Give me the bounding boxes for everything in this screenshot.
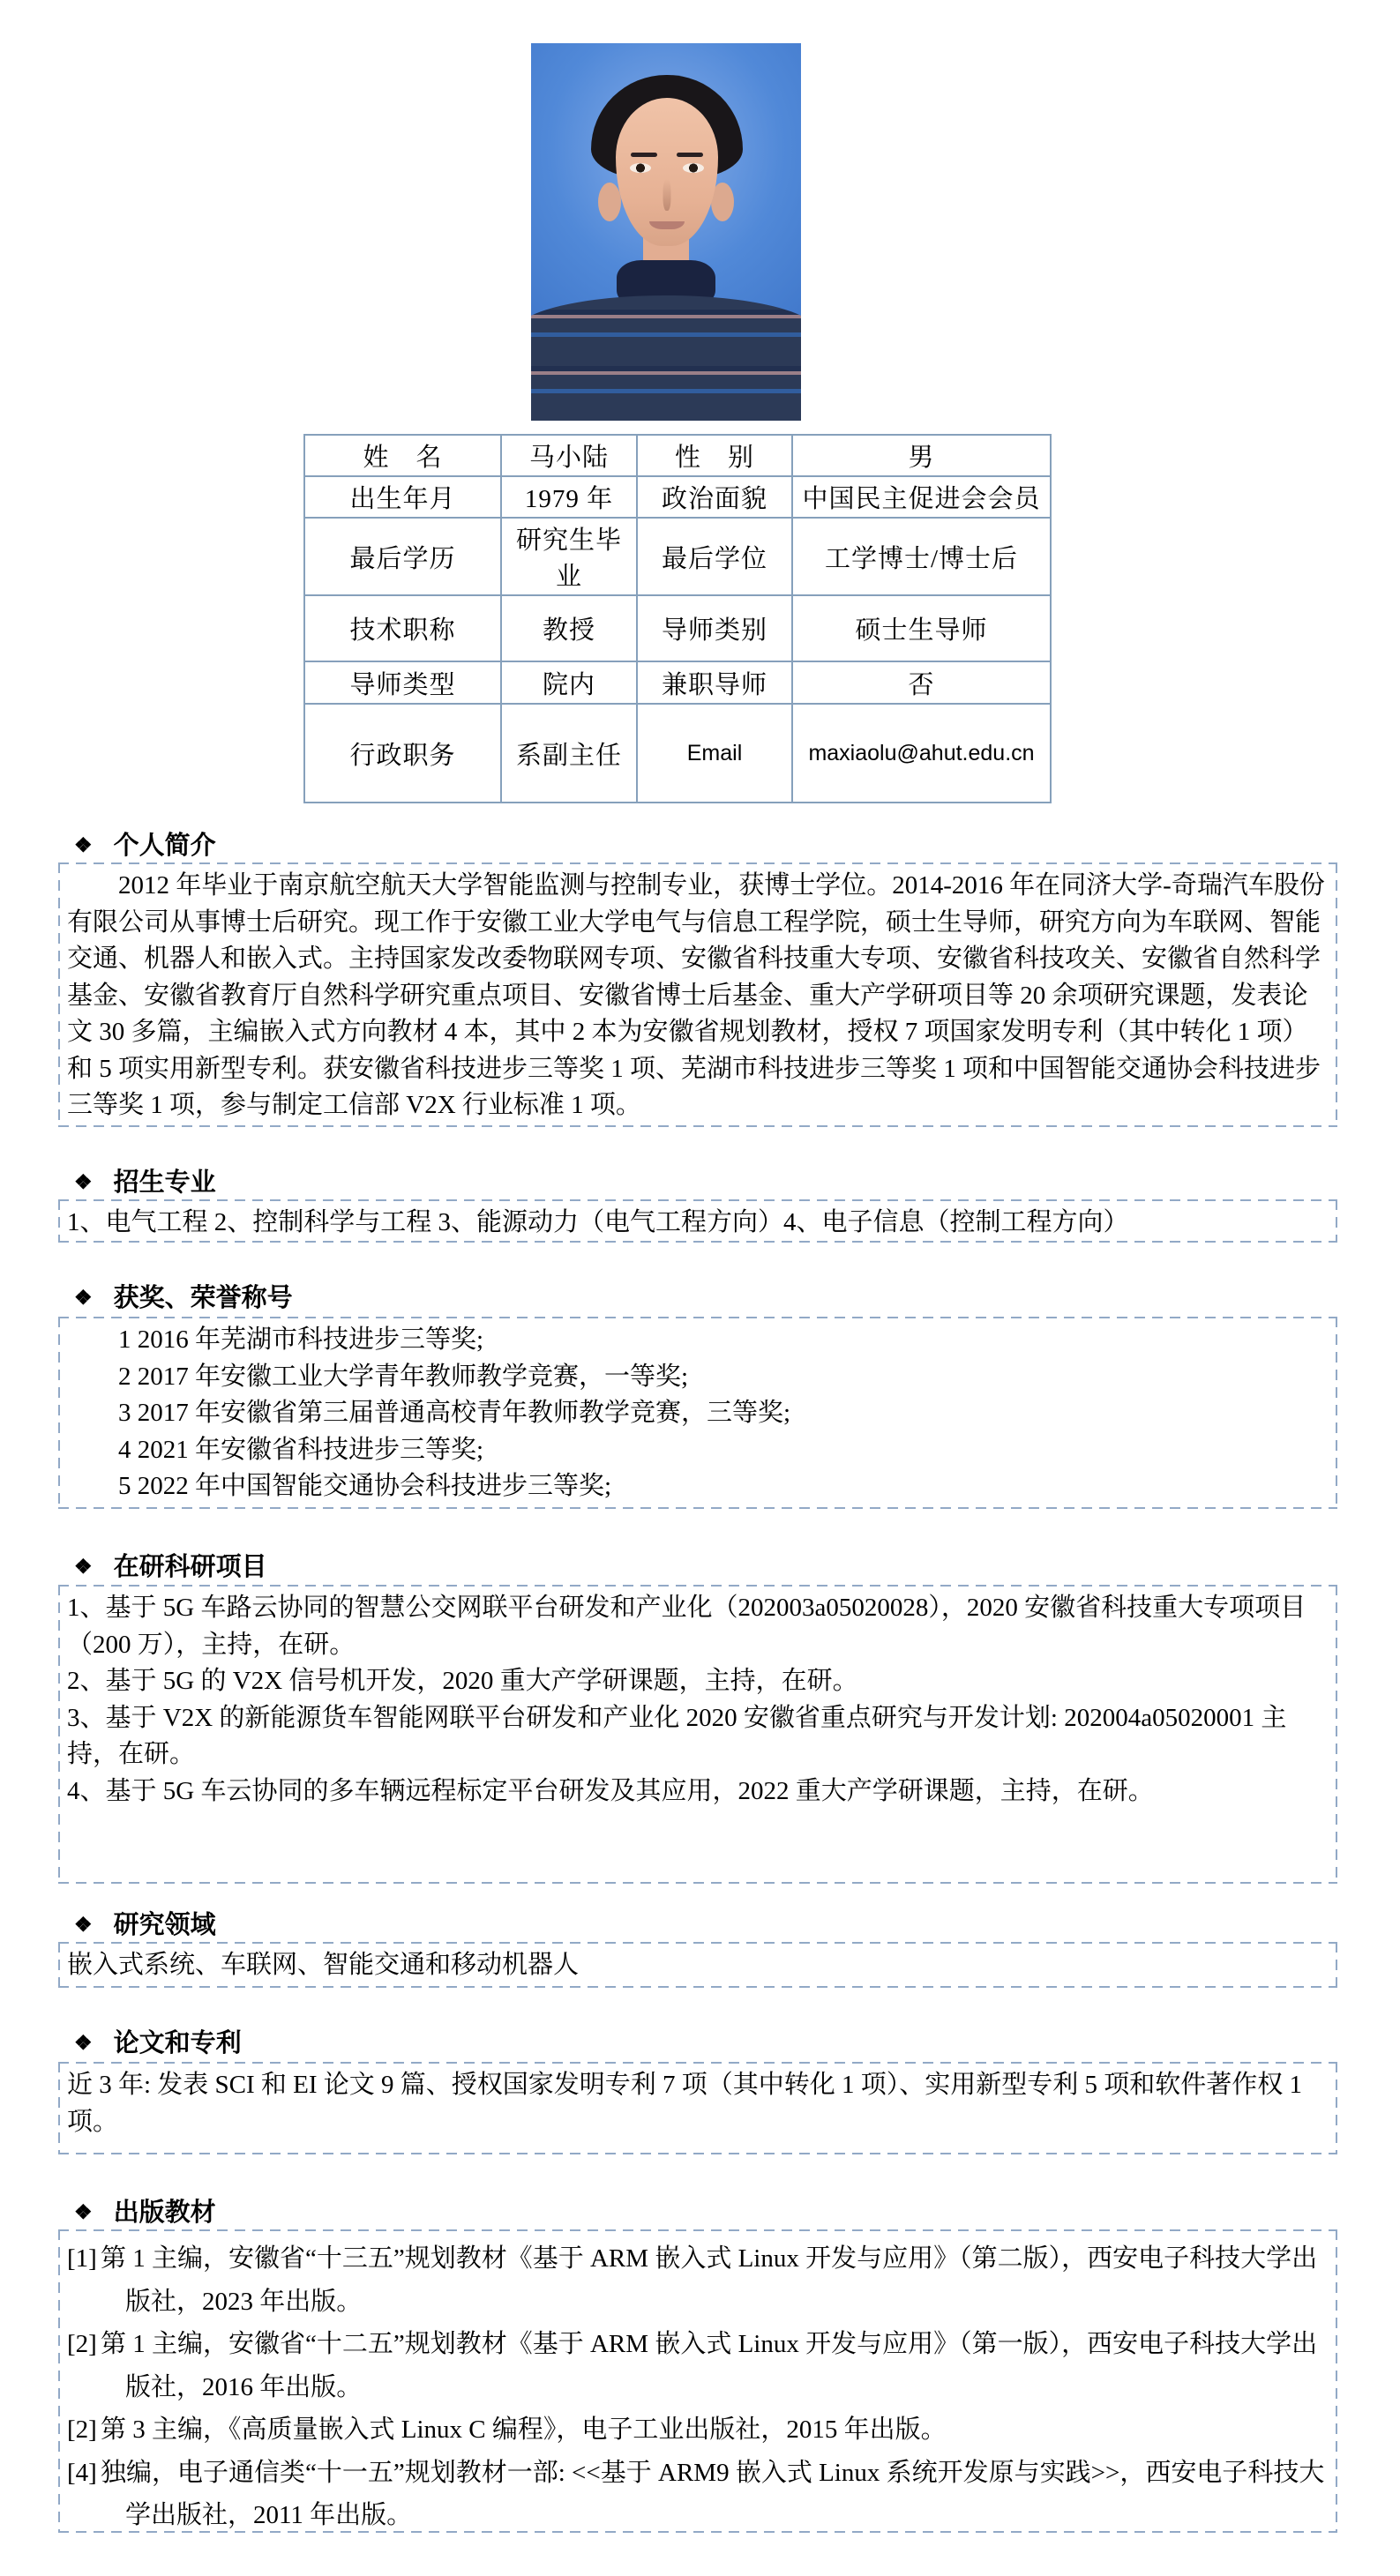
section-box-projects	[58, 1585, 1337, 1884]
research-text: 嵌入式系统、车联网、智能交通和移动机器人	[67, 1951, 580, 1979]
book-marker: [1]	[67, 2244, 97, 2273]
portrait-eye-left	[630, 163, 651, 173]
section-title-papers	[74, 2028, 242, 2060]
award-item: 1 2016 年芜湖市科技进步三等奖;	[118, 1325, 484, 1354]
field-label-politics: 政治面貌	[637, 476, 792, 518]
field-label-birth: 出生年月	[304, 476, 501, 518]
diamond-bullet-icon: ❖	[74, 1287, 93, 1309]
portrait-eye-right	[683, 163, 704, 173]
intro-paragraph: 2012 年毕业于南京航空航天大学智能监测与控制专业，获博士学位。2014-2016 年在同济大学-奇瑞汽车股份有限公司从事博士后研究。现工作于安徽工业大学电气与信息工程学院，硕士生导师，研究方向为车联网、智能交通、机器人和嵌入式。主持国家发改委物联网专项、安徽省科技重大专项、安徽省科技攻关、安徽省自然科学基金、安徽省教育厅自然科学研究重点项目、安徽省博士后基金、重大产学研项目等 20 余项研究课题，发表论文 30 多篇，主编嵌入式方向教材 4 本，其中 2 本为安徽省规划教材，授权 7 项国家发明专利（其中转化 1 项）和 5 项实用新型专利。获安徽省科技进步三等奖 1 项、芜湖市科技进步三等奖 1 项和中国智能交通协会科技进步三等奖 1 项，参与制定工信部 V2X 行业标准 1 项。	[67, 871, 1325, 1119]
project-item: 3、基于 V2X 的新能源货车智能网联平台研发和产业化 2020 安徽省重点研究与开发计划: 202004a05020001 主持，在研。	[67, 1703, 1287, 1768]
admissions-text: 1、电气工程 2、控制科学与工程 3、能源动力（电气工程方向）4、电子信息（控制工程方向）	[67, 1208, 1129, 1236]
book-text: 独编，电子通信类“十一五”规划教材一部: <<基于 ARM9 嵌入式 Linux 系统开发原与实践>>，西安电子科技大学出版社，2011 年出版。	[101, 2458, 1325, 2529]
section-title-text: 个人简介	[113, 832, 216, 860]
diamond-bullet-icon: ❖	[74, 2032, 93, 2054]
section-title-text: 招生专业	[113, 1169, 216, 1197]
book-item	[67, 2408, 1329, 2452]
table-row	[304, 476, 1051, 518]
portrait-ear-left	[598, 183, 621, 221]
book-text: 第 1 主编，安徽省“十三五”规划教材《基于 ARM 嵌入式 Linux 开发与应用》（第二版），西安电子科技大学出版社，2023 年出版。	[101, 2244, 1318, 2316]
section-title-admissions	[74, 1168, 216, 1199]
field-value-adjunct: 否	[792, 661, 1051, 704]
section-box-admissions	[58, 1199, 1337, 1243]
book-text: 第 3 主编，《高质量嵌入式 Linux C 编程》，电子工业出版社，2015 年出版。	[101, 2415, 947, 2444]
section-title-books	[74, 2198, 216, 2229]
portrait-eyebrow-left	[631, 153, 657, 157]
section-title-intro	[74, 831, 216, 862]
award-item: 5 2022 年中国智能交通协会科技进步三等奖;	[118, 1472, 612, 1500]
section-box-papers	[58, 2062, 1337, 2154]
book-marker: [2]	[67, 2415, 97, 2444]
table-row	[304, 435, 1051, 476]
diamond-bullet-icon: ❖	[74, 834, 93, 856]
field-value-degree: 工学博士/博士后	[792, 518, 1051, 595]
field-value-mentor-type: 院内	[501, 661, 637, 704]
portrait-photo	[531, 43, 801, 421]
field-value-email: maxiaolu@ahut.edu.cn	[792, 704, 1051, 803]
field-value-birth: 1979 年	[501, 476, 637, 518]
project-item: 4、基于 5G 车云协同的多车辆远程标定平台研发及其应用，2022 重大产学研课题，主持，在研。	[67, 1776, 1154, 1805]
portrait-eyebrow-right	[677, 153, 703, 157]
table-row	[304, 704, 1051, 803]
diamond-bullet-icon: ❖	[74, 1171, 93, 1193]
field-label-title: 技术职称	[304, 595, 501, 661]
field-value-politics: 中国民主促进会会员	[792, 476, 1051, 518]
section-box-research	[58, 1942, 1337, 1988]
award-item: 3 2017 年安徽省第三届普通高校青年教师教学竞赛，三等奖;	[118, 1399, 791, 1427]
table-row	[304, 661, 1051, 704]
field-label-education: 最后学历	[304, 518, 501, 595]
field-label-admin-post: 行政职务	[304, 704, 501, 803]
section-title-projects	[74, 1552, 267, 1584]
section-box-awards	[58, 1317, 1337, 1509]
table-row	[304, 518, 1051, 595]
section-box-intro	[58, 862, 1337, 1127]
portrait-face	[616, 98, 718, 246]
diamond-bullet-icon: ❖	[74, 2201, 93, 2223]
field-value-education: 研究生毕业	[501, 518, 637, 595]
portrait-mouth	[649, 221, 685, 229]
field-label-degree: 最后学位	[637, 518, 792, 595]
section-title-text: 在研科研项目	[113, 1553, 267, 1581]
field-value-gender: 男	[792, 435, 1051, 476]
field-value-title: 教授	[501, 595, 637, 661]
field-value-admin-post: 系副主任	[501, 704, 637, 803]
project-item: 1、基于 5G 车路云协同的智慧公交网联平台研发和产业化（202003a05020028），2020 安徽省科技重大专项项目（200 万），主持，在研。	[67, 1594, 1306, 1659]
diamond-bullet-icon: ❖	[74, 1556, 93, 1578]
profile-info-table	[303, 434, 1052, 803]
book-marker: [2]	[67, 2330, 97, 2358]
section-box-books	[58, 2229, 1337, 2533]
diamond-bullet-icon: ❖	[74, 1914, 93, 1936]
section-title-text: 研究领域	[113, 1911, 216, 1939]
project-item: 2、基于 5G 的 V2X 信号机开发，2020 重大产学研课题，主持，在研。	[67, 1667, 858, 1695]
book-item	[67, 2323, 1329, 2408]
award-item: 4 2021 年安徽省科技进步三等奖;	[118, 1435, 484, 1464]
section-title-awards	[74, 1283, 293, 1315]
field-value-mentor-category: 硕士生导师	[792, 595, 1051, 661]
field-label-name: 姓 名	[304, 435, 501, 476]
book-marker: [4]	[67, 2458, 97, 2487]
section-title-text: 出版教材	[113, 2199, 216, 2227]
table-row	[304, 595, 1051, 661]
portrait-nose	[663, 179, 671, 211]
field-label-mentor-type: 导师类型	[304, 661, 501, 704]
book-item	[67, 2237, 1329, 2323]
award-item: 2 2017 年安徽工业大学青年教师教学竞赛，一等奖;	[118, 1362, 689, 1391]
section-title-text: 论文和专利	[113, 2029, 242, 2057]
field-label-email: Email	[637, 704, 792, 803]
portrait-sweater	[531, 295, 801, 421]
book-item	[67, 2452, 1329, 2537]
field-label-gender: 性 别	[637, 435, 792, 476]
book-text: 第 1 主编，安徽省“十二五”规划教材《基于 ARM 嵌入式 Linux 开发与应用》（第一版），西安电子科技大学出版社，2016 年出版。	[101, 2330, 1318, 2401]
papers-text: 近 3 年: 发表 SCI 和 EI 论文 9 篇、授权国家发明专利 7 项（其中转化 1 项）、实用新型专利 5 项和软件著作权 1 项。	[67, 2071, 1303, 2136]
section-title-research	[74, 1910, 216, 1942]
field-label-adjunct: 兼职导师	[637, 661, 792, 704]
section-title-text: 获奖、荣誉称号	[113, 1284, 293, 1312]
field-label-mentor-category: 导师类别	[637, 595, 792, 661]
field-value-name: 马小陆	[501, 435, 637, 476]
